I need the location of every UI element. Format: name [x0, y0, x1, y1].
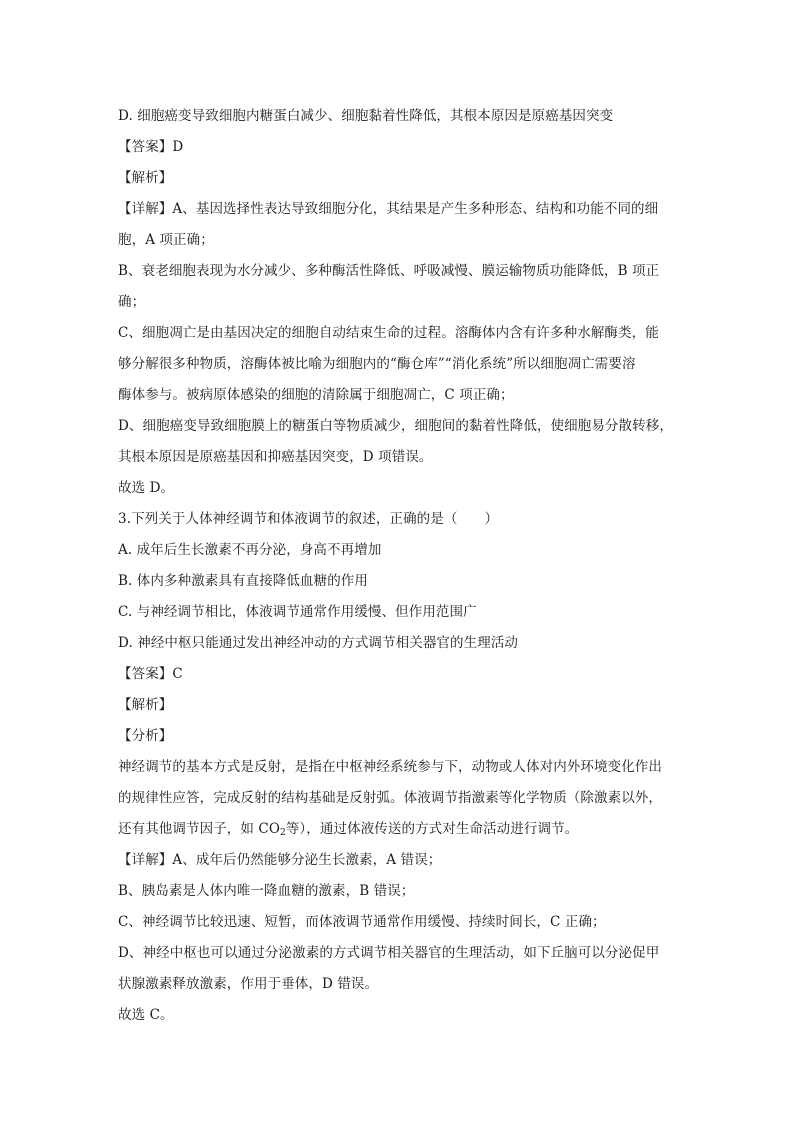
co2-subscript: 2	[280, 828, 286, 838]
text-line: C、细胞凋亡是由基因决定的细胞自动结束生命的过程。溶酶体内含有许多种水解酶类，能	[118, 325, 659, 341]
text-line: 故选 C。	[118, 1007, 174, 1023]
co2-text-after: 等），通过体液传送的方式对生命活动进行调节。	[285, 821, 579, 837]
option-b: B. 体内多种激素具有直接降低血糖的作用	[118, 573, 369, 589]
text-line: B、衰老细胞表现为水分减少、多种酶活性降低、呼吸减慢、膜运输物质功能降低，B 项正	[118, 263, 660, 279]
text-line: 状腺激素释放激素，作用于垂体，D 错误。	[118, 976, 379, 992]
text-line: 胞，A 项正确；	[118, 232, 214, 248]
option-c: C. 与神经调节相比，体液调节通常作用缓慢、但作用范围广	[118, 604, 477, 620]
text-line: D、神经中枢也可以通过分泌激素的方式调节相关器官的生理活动，如下丘脑可以分泌促甲	[118, 945, 660, 961]
text-line: D. 细胞癌变导致细胞内糖蛋白减少、细胞黏着性降低，其根本原因是原癌基因突变	[118, 108, 614, 124]
text-line: 故选 D。	[118, 480, 175, 496]
option-d: D. 神经中枢只能通过发出神经冲动的方式调节相关器官的生理活动	[118, 635, 519, 651]
text-line: 【详解】A、基因选择性表达导致细胞分化，其结果是产生多种形态、结构和功能不同的细	[118, 201, 659, 217]
option-a: A. 成年后生长激素不再分泌，身高不再增加	[118, 542, 382, 558]
text-line-co2	[118, 814, 698, 845]
answer-label: 【答案】C	[118, 666, 183, 682]
text-line: 酶体参与。被病原体感染的细胞的清除属于细胞凋亡，C 项正确；	[118, 387, 514, 403]
text-line: C、神经调节比较迅速、短暂，而体液调节通常作用缓慢、持续时间长，C 正确；	[118, 914, 606, 930]
analysis-heading: 【分析】	[118, 728, 173, 744]
text-line: 的规律性应答，完成反射的结构基础是反射弧。体液调节指激素等化学物质（除激素以外，	[118, 790, 662, 806]
question-stem: 3.下列关于人体神经调节和体液调节的叙述，正确的是（ ）	[118, 511, 499, 527]
text-line: 其根本原因是原癌基因和抑癌基因突变，D 项错误。	[118, 449, 433, 465]
text-line: 【详解】A、成年后仍然能够分泌生长激素，A 错误；	[118, 852, 442, 868]
text-line: 够分解很多种物质，溶酶体被比喻为细胞内的“酶仓库”“消化系统”所以细胞凋亡需要溶	[118, 356, 636, 372]
text-line: D、细胞癌变导致细胞膜上的糖蛋白等物质减少，细胞间的黏着性降低，使细胞易分散转移，	[118, 418, 673, 434]
text-line: 神经调节的基本方式是反射，是指在中枢神经系统参与下，动物或人体对内外环境变化作出	[118, 759, 662, 775]
co2-text-before: 还有其他调节因子，如 CO	[118, 821, 280, 837]
answer-label: 【答案】D	[118, 139, 184, 155]
analysis-label: 【解析】	[118, 170, 173, 186]
text-line: B、胰岛素是人体内唯一降血糖的激素，B 错误；	[118, 883, 415, 899]
text-line: 确；	[118, 294, 146, 310]
analysis-label: 【解析】	[118, 697, 173, 713]
